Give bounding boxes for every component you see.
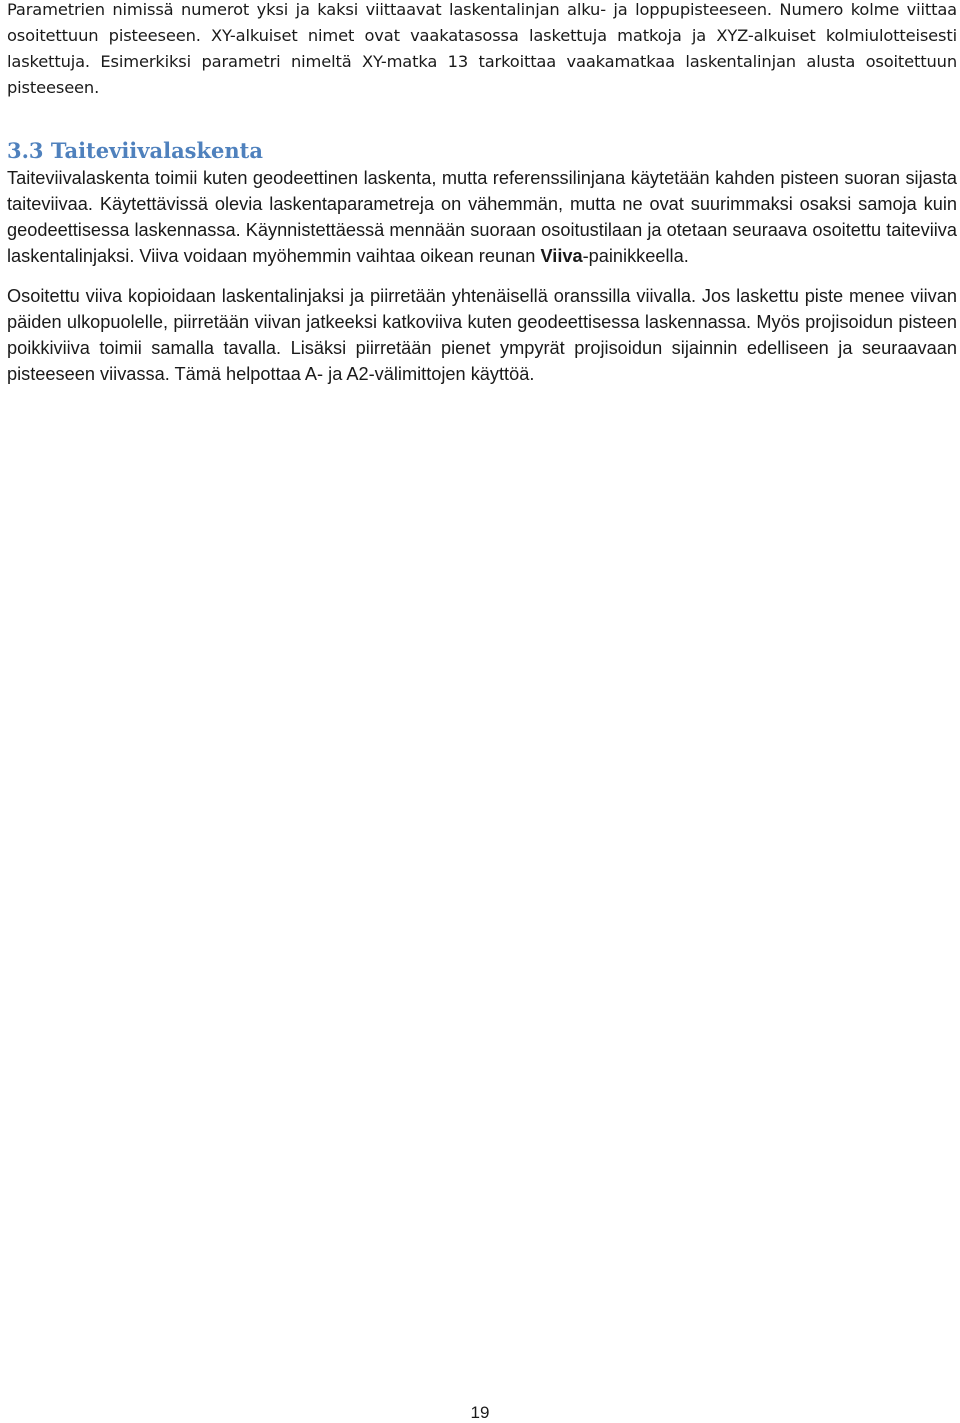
document-page	[7, 0, 957, 387]
paragraph-text-end: -painikkeella.	[582, 246, 689, 266]
section-heading	[7, 135, 957, 167]
page-number: 19	[470, 1403, 490, 1422]
paragraph-line-drawing: Osoitettu viiva kopioidaan laskentalinjaksi ja piirretään yhtenäisellä oranssilla viivalla. Jos laskettu piste menee viivan päiden ulkopuolelle, piirretään viivan jatkeeksi katkoviiva kuten geodeettisessa laskennassa. Myös projisoidun pisteen poikkiviiva toimii samalla tavalla. Lisäksi piirretään pienet ympyrät projisoidun sijainnin edelliseen ja seuraavaan pisteeseen viivassa. Tämä helpottaa A- ja A2-välimittojen käyttöä.	[7, 286, 957, 384]
section-number: 3.3	[7, 138, 44, 163]
viiva-button-reference: Viiva	[540, 246, 583, 266]
paragraph-polyline-calculation	[7, 165, 957, 269]
section-title: Taiteviivalaskenta	[50, 138, 263, 163]
paragraph-text: Taiteviivalaskenta toimii kuten geodeettinen laskenta, mutta referenssilinjana käytetään kahden pisteen suoran sijasta taiteviivaa. Käytettävissä olevia laskentaparametreja on vähemmän, mutta ne ovat suurimmaksi osaksi samoja kuin geodeettisessa laskennassa. Käynnistettäessä mennään suoraan osoitustilaan ja otetaan seuraava osoitettu taiteviiva laskentalinjaksi. Viiva voidaan myöhemmin vaihtaa oikean reunan	[7, 168, 957, 266]
intro-paragraph: Parametrien nimissä numerot yksi ja kaksi viittaavat laskentalinjan alku- ja loppupisteeseen. Numero kolme viittaa osoitettuun pisteeseen. XY-alkuiset nimet ovat vaakatasossa laskettuja matkoja ja XYZ-alkuiset kolmiulotteisesti laskettuja. Esimerkiksi parametri nimeltä XY-matka 13 tarkoittaa vaakamatkaa laskentalinjan alusta osoitettuun pisteeseen.	[7, 0, 957, 97]
